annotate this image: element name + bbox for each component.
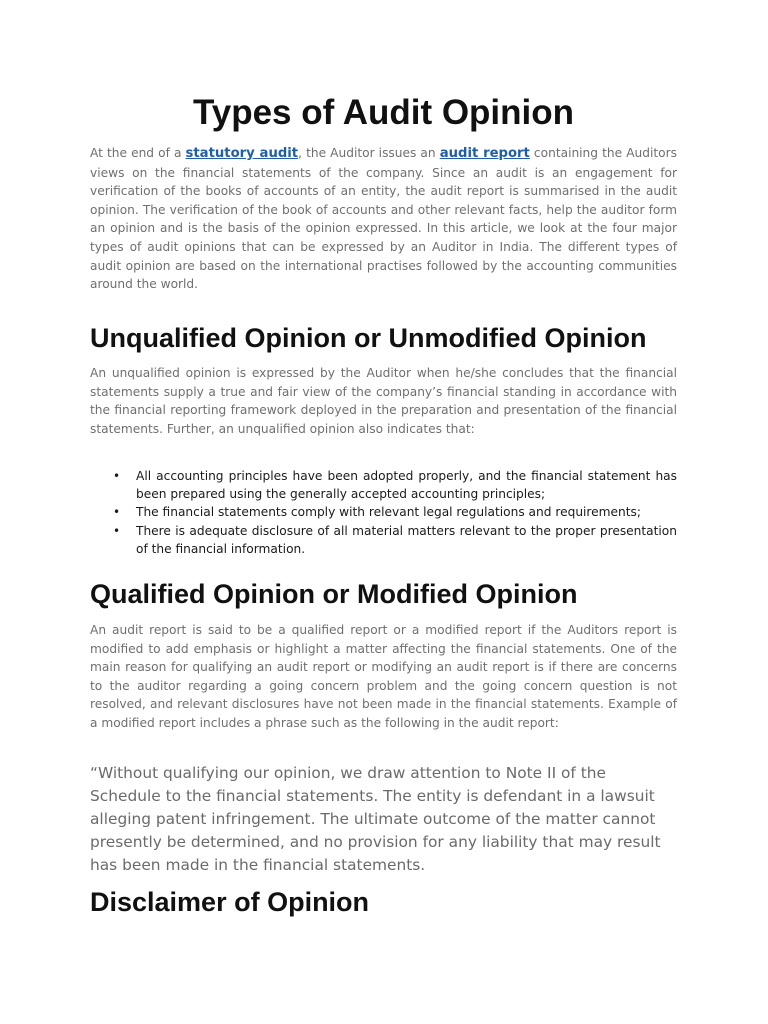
audit-report-link[interactable]: audit report	[439, 146, 530, 161]
bullet-icon: •	[113, 505, 121, 520]
statutory-audit-link[interactable]: statutory audit	[185, 146, 299, 161]
unqualified-opinion-heading: Unqualified Opinion or Unmodified Opinion	[90, 323, 647, 353]
bullet-icon: •	[113, 523, 121, 538]
list-item	[90, 503, 677, 521]
bullet-icon: •	[113, 469, 121, 483]
list-item	[90, 522, 677, 558]
qualified-opinion-paragraph: An audit report is said to be a qualified report or a modified report if the Auditors report is modified to add emphasis or highlight a matter affecting the financial statements. One of the main reason for qualifying an audit report or modifying an audit report is if there are concerns to the auditor regarding a going concern problem and the going concern question is not resolved, and relevant disclosures have not been made in the financial statements. Example of a modified report includes a phrase such as the following in the audit report:	[90, 623, 677, 730]
intro-text-start: At the end of a	[90, 146, 186, 160]
disclaimer-opinion-heading: Disclaimer of Opinion	[90, 887, 370, 917]
page-title: Types of Audit Opinion	[192, 93, 575, 132]
list-item	[90, 467, 677, 503]
list-item-text: The financial statements comply with relevant legal regulations and requirements;	[136, 505, 642, 520]
list-item-text: All accounting principles have been adopted properly, and the financial statement has been prepared using the generally accepted accounting principles;	[136, 469, 677, 502]
unqualified-conditions-list	[90, 467, 677, 558]
unqualified-opinion-paragraph: An unqualified opinion is expressed by the Auditor when he/she concludes that the financial statements supply a true and fair view of the company’s financial standing in accordance with the financial reporting framework deployed in the preparation and presentation of the financial statements. Further, an unqualified opinion also indicates that:	[90, 366, 677, 436]
example-quote: “Without qualifying our opinion, we draw attention to Note II of the Schedule to the financial statements. The entity is defendant in a lawsuit alleging patent infringement. The ultimate outcome of the matter cannot presently be determined, and no provision for any liability that may result has been made in the financial statements.	[90, 764, 661, 874]
qualified-opinion-heading: Qualified Opinion or Modified Opinion	[90, 579, 578, 609]
intro-text-end: containing the Auditors views on the financial statements of the company. Since an audit is an engagement for verification of the books of accounts of an entity, the audit report is summarised in the audit opinion. The verification of the book of accounts and other relevant facts, help the auditor form an opinion and is the basis of the opinion expressed. In this article, we look at the four major types of audit opinions that can be expressed by an Auditor in India. The different types of audit opinion are based on the international practises followed by the accounting communities around the world.	[90, 146, 677, 292]
intro-paragraph	[90, 144, 677, 294]
intro-text-middle: , the Auditor issues an	[298, 146, 440, 160]
list-item-text: There is adequate disclosure of all material matters relevant to the proper presentation of the financial information.	[136, 523, 677, 556]
